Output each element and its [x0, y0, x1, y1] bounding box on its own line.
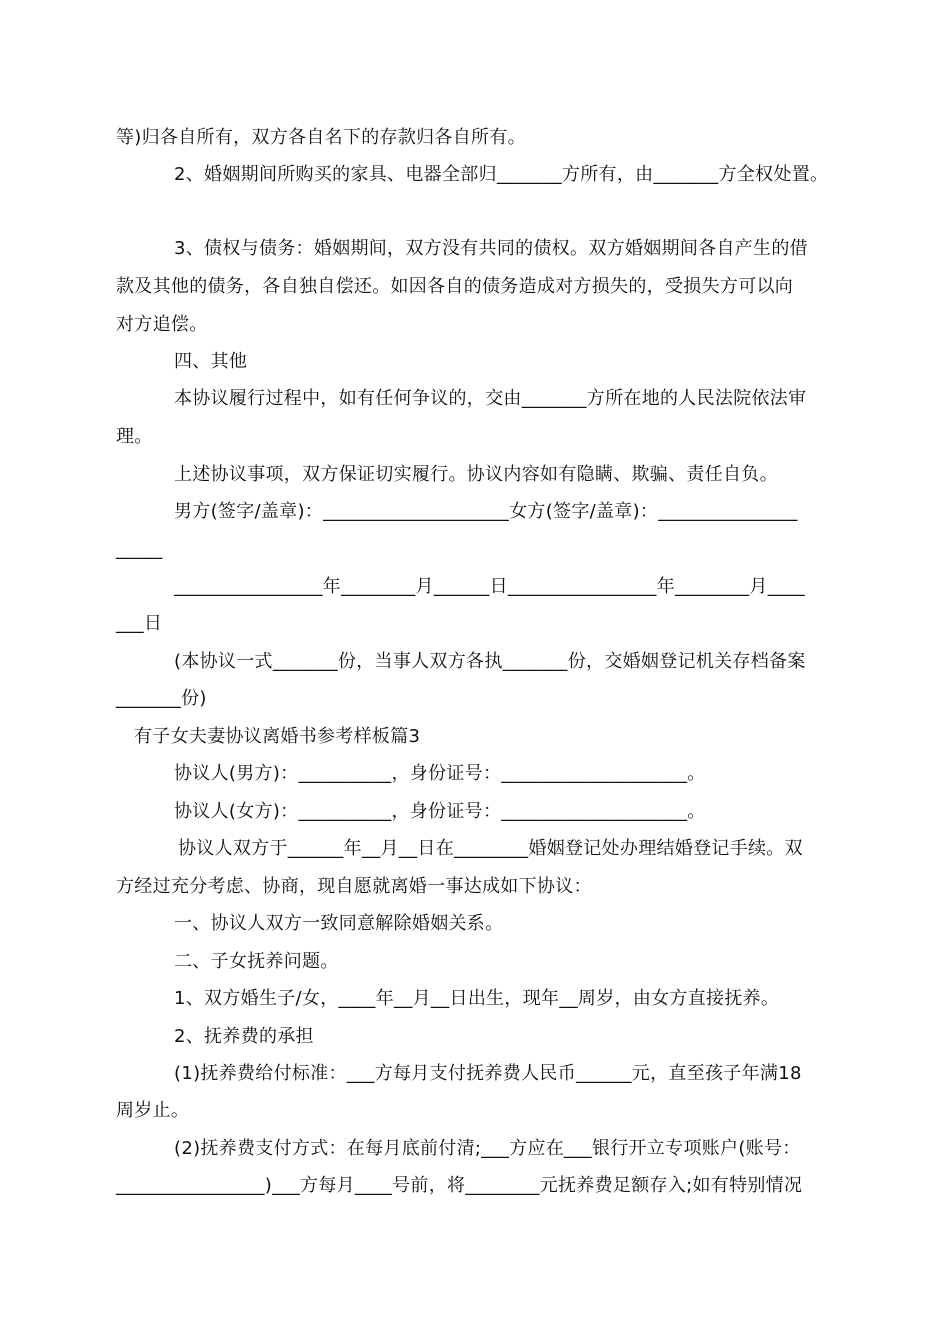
section-heading: 四、其他 — [174, 351, 248, 372]
text-line: (本协议一式_______份，当事人双方各执_______份，交婚姻登记机关存档备案 — [174, 651, 806, 672]
text-line: 等)归各自所有，双方各自名下的存款归各自所有。 — [116, 127, 526, 148]
signature-line: _____ — [116, 539, 163, 560]
text-line: 对方追偿。 — [116, 314, 208, 335]
text-line: 协议人(女方)：__________，身份证号：____________________。 — [174, 801, 706, 822]
text-line: 2、婚姻期间所购买的家具、电器全部归_______方所有，由_______方全权处置。 — [174, 164, 829, 185]
text-line: 一、协议人双方一致同意解除婚姻关系。 — [174, 913, 504, 934]
text-line: 3、债权与债务：婚姻期间，双方没有共同的债权。双方婚姻期间各自产生的借 — [174, 238, 808, 259]
text-line: 本协议履行过程中，如有任何争议的，交由_______方所在地的人民法院依法审 — [174, 388, 807, 409]
date-line: ________________年________月______日________________年________月____ — [174, 576, 805, 597]
text-line: 款及其他的债务，各自独自偿还。如因各自的债务造成对方损失的，受损失方可以向 — [116, 276, 794, 297]
text-line: 上述协议事项，双方保证切实履行。协议内容如有隐瞒、欺骗、责任自负。 — [174, 464, 778, 485]
date-line: ___日 — [116, 613, 163, 634]
text-line: 协议人(男方)：__________，身份证号：____________________。 — [174, 763, 706, 784]
text-line: 2、抚养费的承担 — [174, 1026, 314, 1047]
document-heading: 有子女夫妻协议离婚书参考样板篇3 — [134, 726, 421, 747]
text-line: (1)抚养费给付标准：___方每月支付抚养费人民币______元，直至孩子年满18 — [174, 1063, 802, 1084]
section-heading: 二、子女抚养问题。 — [174, 951, 339, 972]
text-line: 1、双方婚生子/女，____年__月__日出生，现年__周岁，由女方直接抚养。 — [174, 988, 780, 1009]
text-line: 周岁止。 — [116, 1100, 190, 1121]
text-line: 协议人双方于______年__月__日在________婚姻登记处办理结婚登记手续。双 — [178, 838, 803, 859]
text-line: 方经过充分考虑、协商，现自愿就离婚一事达成如下协议： — [116, 876, 592, 897]
signature-line: 男方(签字/盖章)：____________________女方(签字/盖章)：_______________ — [174, 501, 798, 522]
text-line: (2)抚养费支付方式：在每月底前付清;___方应在___银行开立专项账户(账号： — [174, 1138, 801, 1159]
text-line: ________________)___方每月____号前，将________元抚养费足额存入;如有特别情况 — [116, 1175, 803, 1196]
text-line: 理。 — [116, 426, 153, 447]
text-line: _______份) — [116, 688, 207, 709]
